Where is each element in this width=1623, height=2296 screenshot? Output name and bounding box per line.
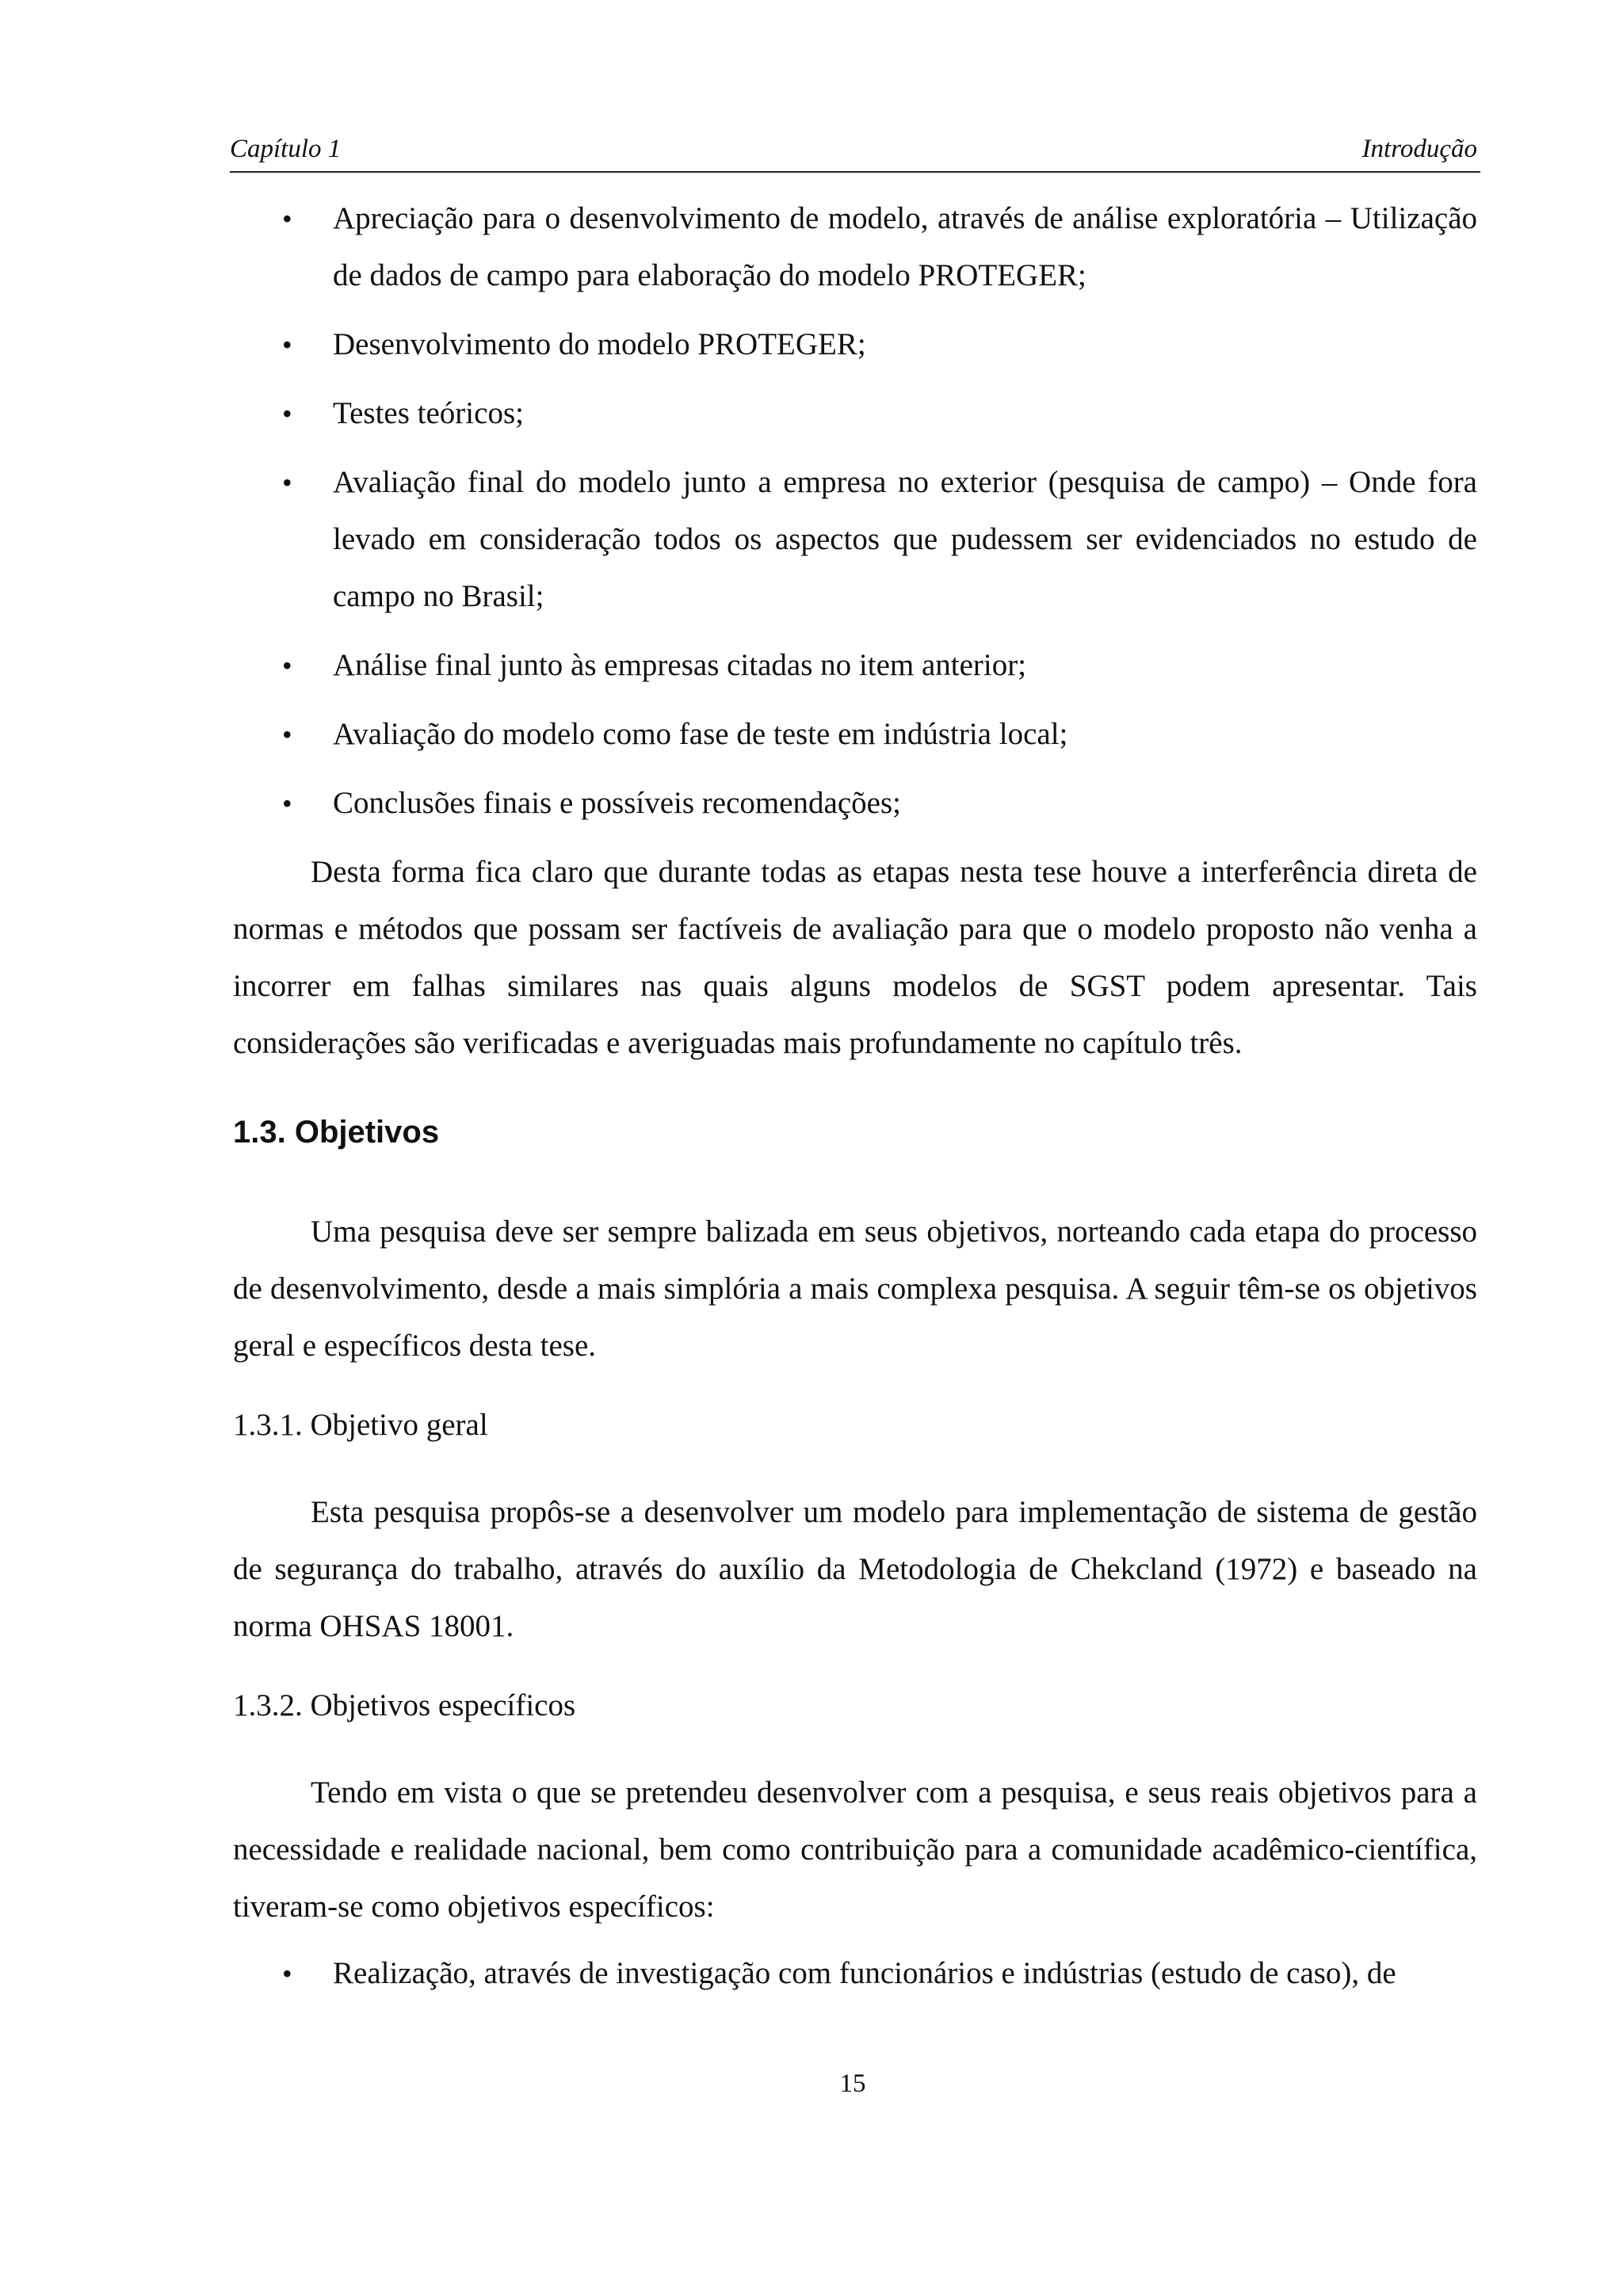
list-item: [233, 706, 1477, 763]
list-item-text: Análise final junto às empresas citadas no item anterior;: [333, 648, 1027, 682]
body-paragraph-objectives-intro: Uma pesquisa deve ser sempre balizada em seus objetivos, norteando cada etapa do processo de desenvolvimento, desde a mais simplória a mais complexa pesquisa. A seguir têm-se os objetivos geral e específicos desta tese.: [233, 1215, 1477, 1363]
list-item-text: Desenvolvimento do modelo PROTEGER;: [333, 327, 866, 361]
bullet-list-top: [233, 190, 1477, 832]
page-header: [230, 132, 1480, 173]
list-item: [233, 454, 1477, 625]
bullet-icon: •: [282, 467, 292, 498]
bullet-list-bottom: [233, 1945, 1477, 2002]
bullet-icon: •: [282, 398, 292, 429]
body-paragraph-conclusion: Desta forma fica claro que durante todas as etapas nesta tese houve a interferência direta de normas e métodos que possam ser factíveis de avaliação para que o modelo proposto não venha a incorrer em falhas similares nas quais alguns modelos de SGST podem apresentar. Tais considerações são verificadas e averiguadas mais profundamente no capítulo três.: [233, 855, 1477, 1060]
page-number: 15: [839, 2069, 866, 2098]
bullet-icon: •: [282, 329, 292, 360]
section-heading: 1.3. Objetivos: [233, 1115, 440, 1150]
bullet-icon: •: [282, 650, 292, 681]
body-paragraph-specific-intro: Tendo em vista o que se pretendeu desenvolver com a pesquisa, e seus reais objetivos para a necessidade e realidade nacional, bem como contribuição para a comunidade acadêmico-científica, tiveram-se como objetivos específicos:: [233, 1775, 1477, 1924]
list-item-text: Apreciação para o desenvolvimento de modelo, através de análise exploratória – Utilização de dados de campo para elaboração do modelo PROTEGER;: [333, 201, 1477, 292]
list-item: [233, 637, 1477, 694]
page-content: [233, 190, 1477, 2014]
list-item: [233, 775, 1477, 832]
body-paragraph-general-objective: Esta pesquisa propôs-se a desenvolver um modelo para implementação de sistema de gestão de segurança do trabalho, através do auxílio da Metodologia de Chekcland (1972) e baseado na norma OHSAS 18001.: [233, 1495, 1477, 1643]
bullet-icon: •: [282, 719, 292, 750]
list-item-text: Testes teóricos;: [333, 396, 524, 430]
bullet-icon: •: [282, 203, 292, 235]
subsection-heading-general: 1.3.1. Objetivo geral: [233, 1408, 488, 1442]
bullet-icon: •: [282, 788, 292, 819]
bullet-icon: •: [282, 1958, 292, 1989]
list-item-text: Avaliação final do modelo junto a empresa no exterior (pesquisa de campo) – Onde fora levado em consideração todos os aspectos que pudessem ser evidenciados no estudo de campo no Brasil;: [333, 465, 1477, 613]
subsection-heading-specific: 1.3.2. Objetivos específicos: [233, 1688, 576, 1722]
list-item: [233, 316, 1477, 373]
header-section: Introdução: [1361, 135, 1477, 163]
list-item-text: Realização, através de investigação com funcionários e indústrias (estudo de caso), de: [333, 1956, 1396, 1990]
list-item: [233, 190, 1477, 304]
header-chapter: Capítulo 1: [230, 135, 342, 163]
list-item: [233, 385, 1477, 442]
list-item-text: Conclusões finais e possíveis recomendações;: [333, 786, 901, 820]
list-item: [233, 1945, 1477, 2002]
list-item-text: Avaliação do modelo como fase de teste em indústria local;: [333, 717, 1068, 751]
